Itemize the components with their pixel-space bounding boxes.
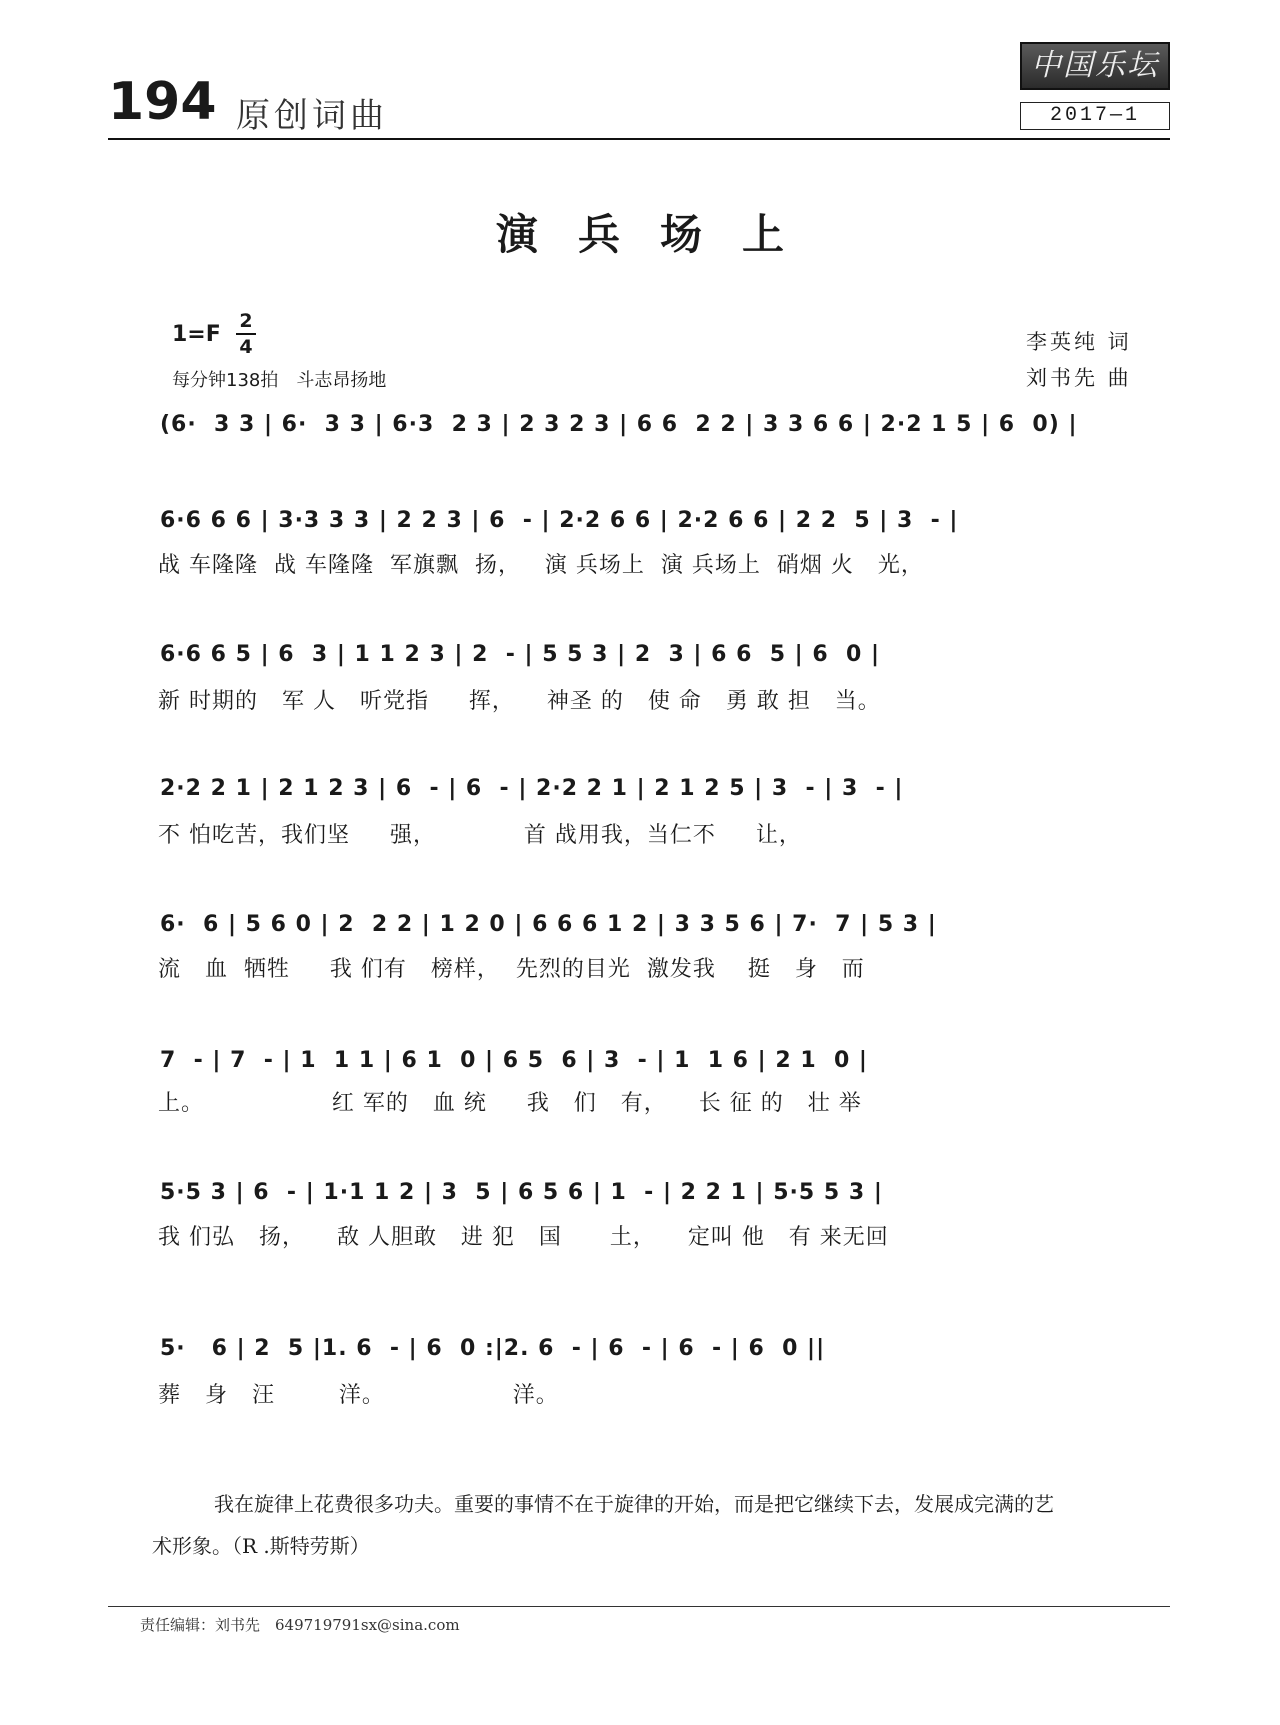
time-signature-bottom: 4 [239,336,253,358]
score-lyrics-line: 不 怕吃苦，我们坚 强， 首 战用我，当仁不 让， [158,823,802,848]
score-lyrics-line: 我 们弘 扬， 敌 人胆敢 进 犯 国 土， 定叫 他 有 来无回 [158,1225,889,1250]
footer-rule [108,1606,1170,1607]
section-title: 原创词曲 [236,96,388,136]
score-lyrics-line: 葬 身 汪 洋。 洋。 [158,1383,559,1408]
score-notes-line: 6· 6 | 5 6 0 | 2 2 2 | 1 2 0 | 6 6 6 1 2 | 3 3 5 6 | 7· 7 | 5 3 | [160,912,937,937]
page-number: 194 [108,72,217,132]
composer-credit: 刘书先 曲 [1026,366,1132,390]
header-rule [108,138,1170,140]
score-lyrics-line: 新 时期的 军 人 听党指 挥， 神圣 的 使 命 勇 敢 担 当。 [158,689,881,714]
score-notes-line: 5·5 3 | 6 - | 1·1 1 2 | 3 5 | 6 5 6 | 1 - | 2 2 1 | 5·5 5 3 | [160,1180,883,1205]
lyricist-credit: 李英纯 词 [1026,330,1132,354]
tempo-marking: 每分钟138拍 斗志昂扬地 [172,370,387,391]
score-notes-line: 5· 6 | 2 5 |1. 6 - | 6 0 :|2. 6 - | 6 - | 6 - | 6 0 || [160,1336,826,1361]
issue-number: 2017—1 [1020,102,1170,130]
key-signature: 1=F [172,322,221,347]
time-signature-top: 2 [239,310,253,332]
score-notes-line: 7 - | 7 - | 1 1 1 | 6 1 0 | 6 5 6 | 3 - | 1 1 6 | 2 1 0 | [160,1048,868,1073]
score-notes-line: (6· 3 3 | 6· 3 3 | 6·3 2 3 | 2 3 2 3 | 6 6 2 2 | 3 3 6 6 | 2·2 1 5 | 6 0) | [160,412,1078,437]
score-lyrics-line: 上。 红 军的 血 统 我 们 有， 长 征 的 壮 举 [158,1091,862,1116]
quote-line: 术形象。（R .斯特劳斯） [152,1534,370,1558]
song-title: 演兵场上 [495,210,824,259]
footer-editor: 责任编辑：刘书先 649719791sx@sina.com [140,1616,460,1634]
score-notes-line: 2·2 2 1 | 2 1 2 3 | 6 - | 6 - | 2·2 2 1 | 2 1 2 5 | 3 - | 3 - | [160,776,904,801]
score-notes-line: 6·6 6 6 | 3·3 3 3 | 2 2 3 | 6 - | 2·2 6 6 | 2·2 6 6 | 2 2 5 | 3 - | [160,508,959,533]
quote-line: 我在旋律上花费很多功夫。重要的事情不在于旋律的开始，而是把它继续下去，发展成完满的艺 [214,1492,1054,1516]
score-notes-line: 6·6 6 5 | 6 3 | 1 1 2 3 | 2 - | 5 5 3 | 2 3 | 6 6 5 | 6 0 | [160,642,880,667]
time-signature-line [236,333,256,335]
time-signature [236,310,256,358]
score-lyrics-line: 战 车隆隆 战 车隆隆 军旗飘 扬， 演 兵场上 演 兵场上 硝烟 火 光， [158,553,924,578]
score-lyrics-line: 流 血 牺牲 我 们有 榜样， 先烈的目光 激发我 挺 身 而 [158,957,865,982]
magazine-logo: 中国乐坛 [1020,42,1170,90]
